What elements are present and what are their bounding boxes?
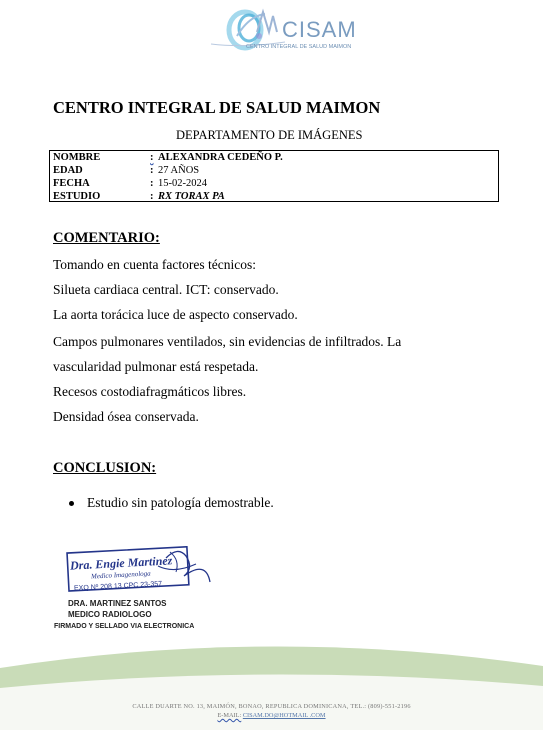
signature-note: FIRMADO Y SELLADO VIA ELECTRONICA [54, 623, 195, 630]
stamp-exequatur: EXQ Nº 208 13 CPC 23-357 [73, 580, 163, 593]
stamp-name: Dra. Engie Martinez [69, 553, 173, 573]
conclusion-item-text: Estudio sin patología demostrable. [87, 495, 274, 510]
study-value: RX TORAX PA [158, 191, 225, 202]
name-value: ALEXANDRA CEDEÑO P. [158, 152, 283, 163]
comment-line: Tomando en cuenta factores técnicos: [53, 257, 256, 272]
bullet-icon [69, 501, 74, 506]
name-colon: : [150, 152, 154, 163]
study-colon: : [150, 191, 154, 202]
comment-line: La aorta torácica luce de aspecto conservado. [53, 307, 298, 322]
footer-email-line [0, 712, 543, 719]
comment-line: Campos pulmonares ventilados, sin evidencias de infiltrados. La [53, 334, 402, 349]
age-label: EDAD [53, 165, 83, 176]
date-colon: : [150, 178, 154, 189]
date-value: 15-02-2024 [158, 178, 207, 189]
conclusion-heading: CONCLUSION: [53, 460, 157, 476]
patient-study-row [53, 191, 225, 202]
comment-line: Recesos costodiafragmáticos libres. [53, 384, 247, 399]
age-colon: : [150, 165, 154, 176]
study-label: ESTUDIO [53, 191, 101, 202]
logo-subtitle: CENTRO INTEGRAL DE SALUD MAIMON [246, 44, 352, 50]
comment-line: Densidad ósea conservada. [53, 409, 199, 424]
patient-info-box [49, 150, 499, 202]
logo-text: CISAM [282, 17, 357, 42]
name-label: NOMBRE [53, 152, 101, 163]
comment-line: vascularidad pulmonar está respetada. [53, 359, 259, 374]
date-label: FECHA [53, 178, 90, 189]
email-link[interactable]: CISAM.DO@HOTMAIL .COM [242, 712, 326, 719]
comment-line: Silueta cardiaca central. ICT: conservado. [53, 282, 279, 297]
comentario-heading: COMENTARIO: [53, 230, 160, 246]
signature-name: DRA. MARTINEZ SANTOS [68, 599, 167, 608]
footer-address: CALLE DUARTE NO. 13, MAIMÓN, BONAO, REPUBLICA DOMINICANA, TEL.: (809)-551-2196 [132, 703, 411, 710]
patient-date-row [53, 178, 207, 189]
patient-name-row [53, 152, 283, 163]
signature-title: MEDICO RADIOLOGO [68, 610, 152, 619]
document-title: CENTRO INTEGRAL DE SALUD MAIMON [53, 98, 381, 117]
age-value: 27 AÑOS [158, 165, 200, 176]
email-label: E-MAIL: [217, 712, 242, 719]
patient-age-row [53, 165, 199, 176]
department-name: DEPARTAMENTO DE IMÁGENES [176, 128, 363, 142]
stamp-role: Medico Imagenologa [90, 569, 151, 581]
